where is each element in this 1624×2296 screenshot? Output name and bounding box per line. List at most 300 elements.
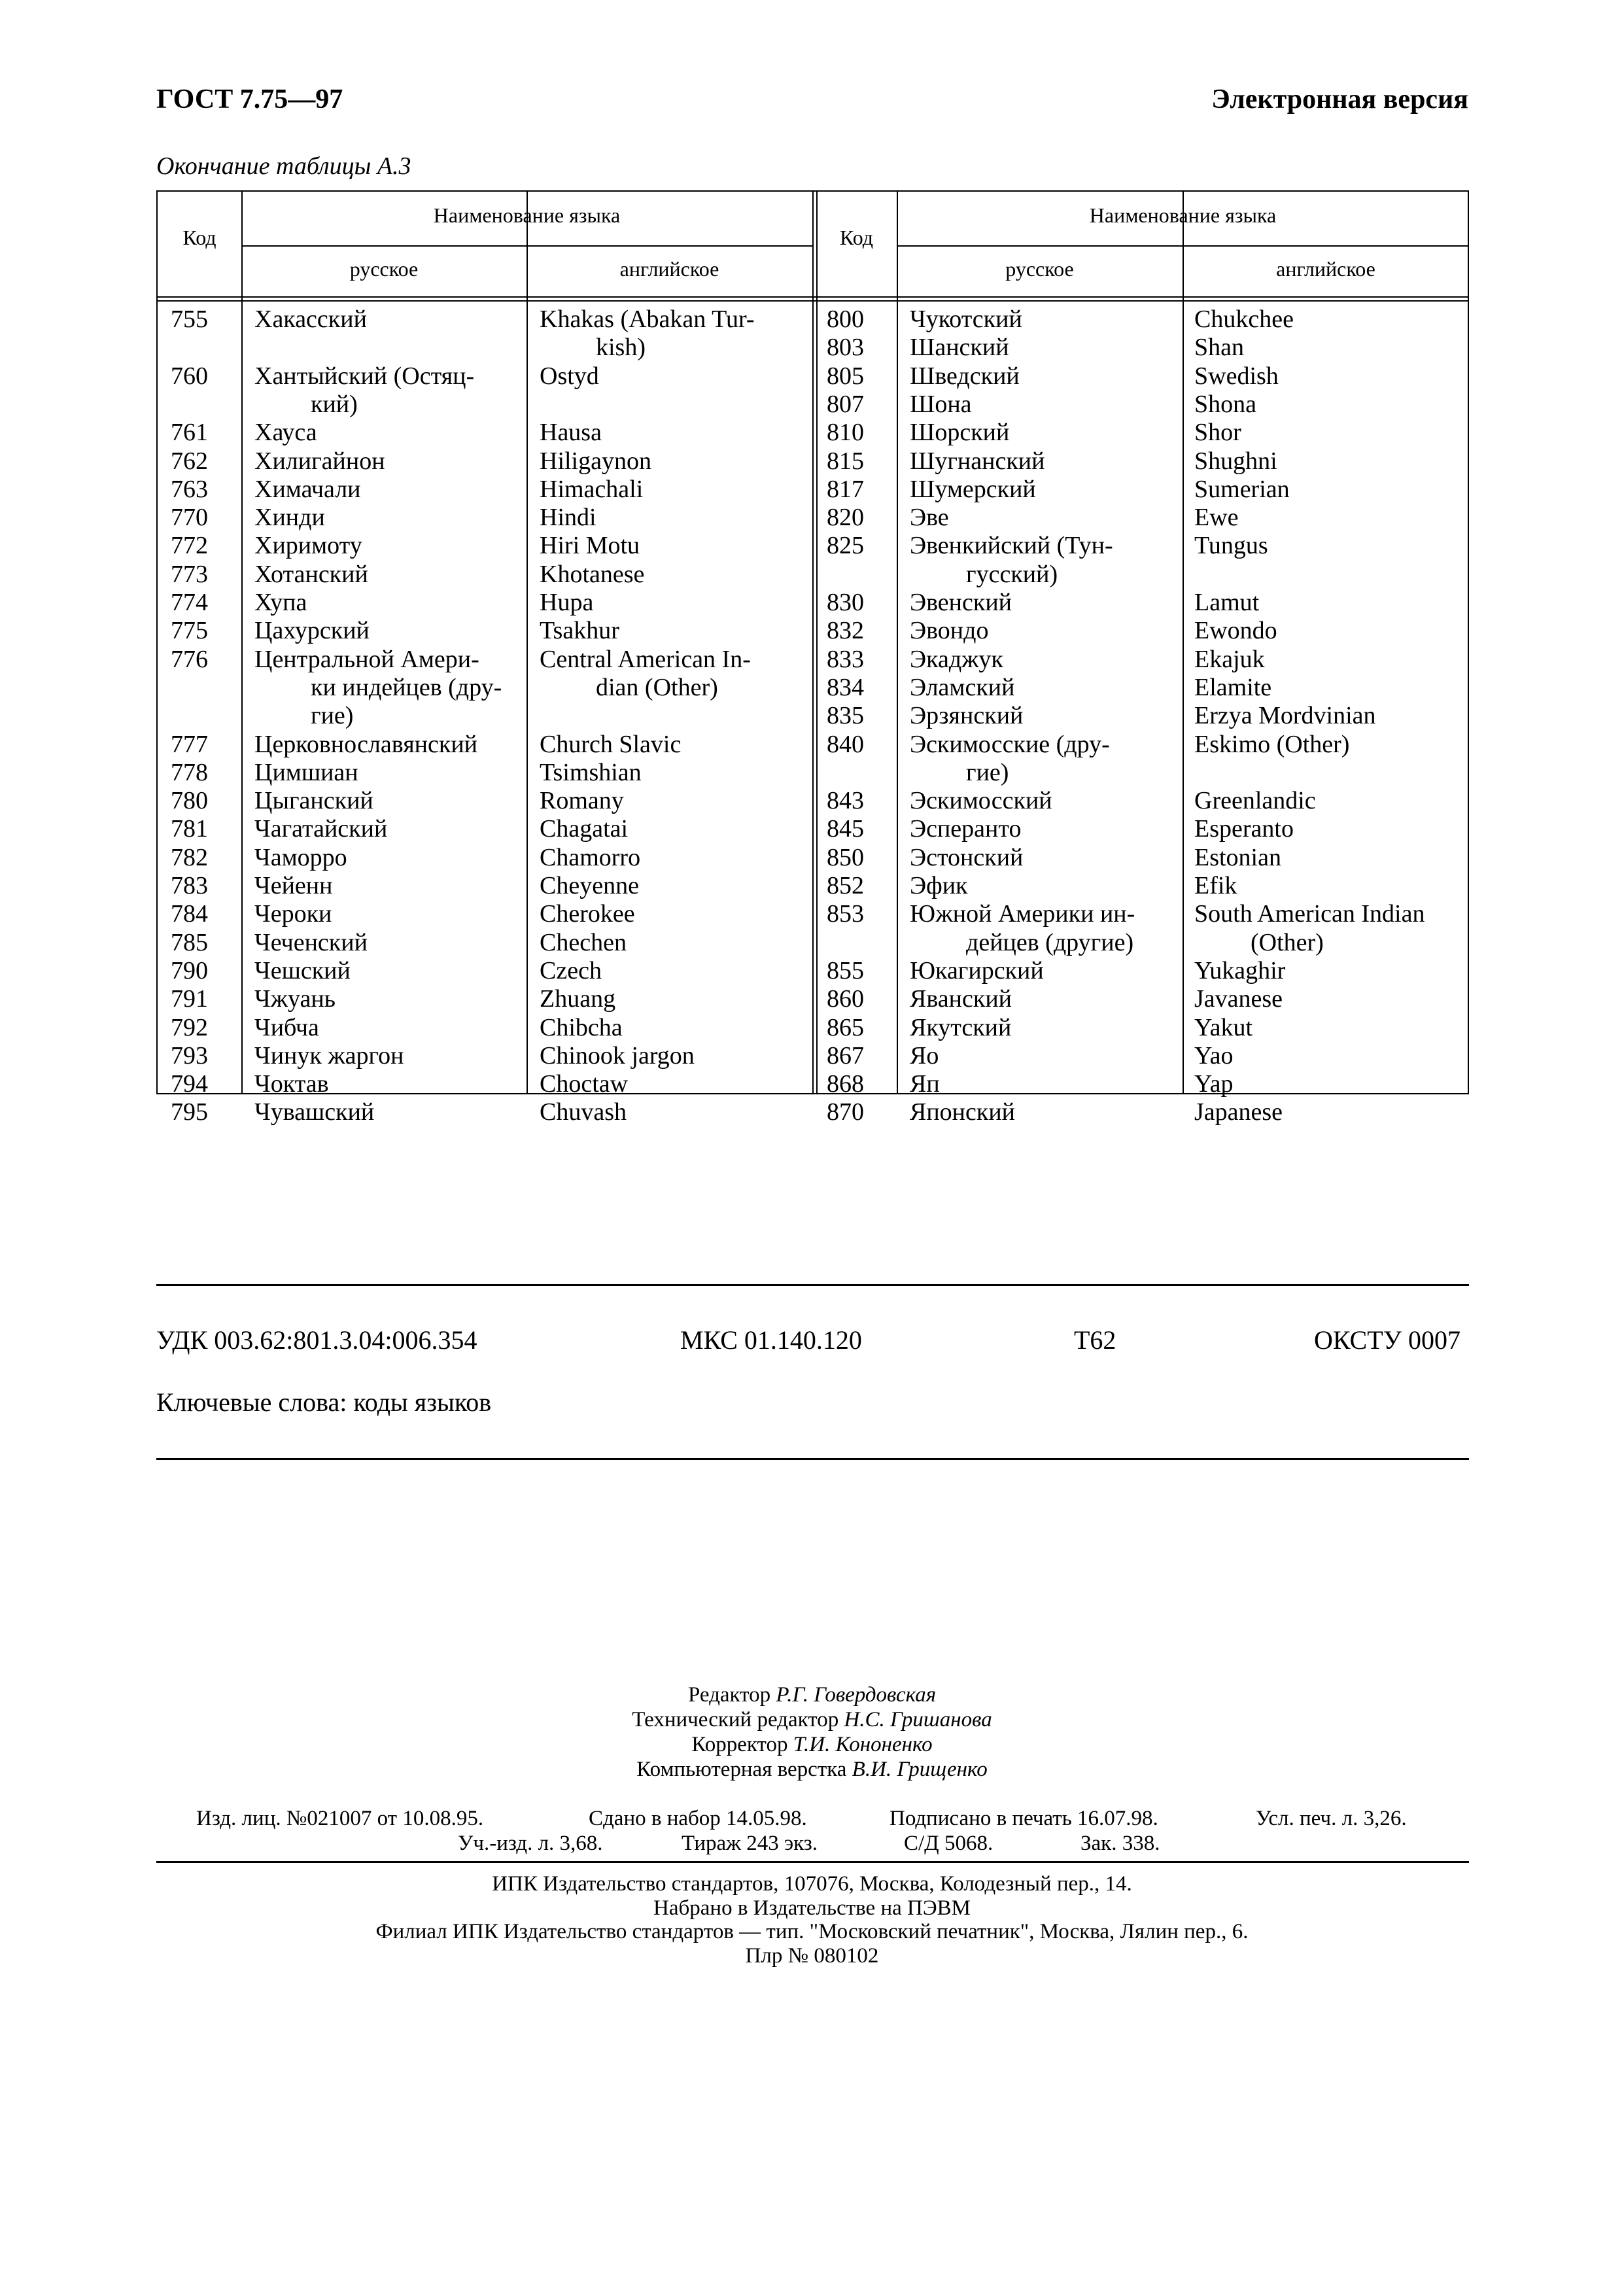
- russian-name-line: Эфик: [910, 872, 968, 899]
- code-cell: 770: [171, 504, 208, 532]
- russian-name-cell: [254, 731, 477, 759]
- header-english: английское: [619, 257, 719, 281]
- table-caption: Окончание таблицы А.3: [156, 152, 411, 180]
- russian-name-cell: [910, 362, 1020, 391]
- russian-name-cell: [910, 1070, 940, 1098]
- english-name-line: Tungus: [1194, 532, 1268, 560]
- russian-name-line: Церковнославянский: [254, 730, 478, 758]
- english-name-line: Greenlandic: [1194, 787, 1316, 815]
- russian-name-line: Цыганский: [254, 787, 373, 815]
- english-name-cell: [1194, 815, 1294, 843]
- english-name-line: South American Indian: [1194, 900, 1425, 928]
- english-name-line: Cheyenne: [540, 872, 639, 899]
- english-name-cell: [540, 561, 644, 589]
- code-cell: 795: [171, 1098, 208, 1126]
- russian-name-cell: [910, 787, 1052, 815]
- russian-name-line: Эскимосские (дру-: [910, 730, 1110, 758]
- english-name-line: Zhuang: [540, 985, 616, 1013]
- english-name-line: Chuvash: [540, 1098, 627, 1126]
- code-cell: 867: [827, 1041, 864, 1070]
- russian-name-cell: [910, 646, 1003, 674]
- english-name-line: Tsakhur: [540, 617, 619, 645]
- russian-name-line: Хинди: [254, 504, 325, 532]
- english-name-line: Ostyd: [540, 362, 599, 390]
- russian-name-line: Эвондо: [910, 617, 989, 645]
- code-cell: 835: [827, 702, 864, 730]
- english-name-cell: [1194, 391, 1256, 419]
- english-name-line: Erzya Mordvinian: [1194, 702, 1376, 730]
- english-name-cell: [1194, 1014, 1253, 1042]
- english-name-cell: [540, 476, 643, 504]
- russian-name-cell: [910, 957, 1044, 985]
- header-russian: русское: [1005, 257, 1074, 281]
- russian-name-cell: [254, 589, 307, 617]
- code-cell: 815: [827, 447, 864, 475]
- license: Изд. лиц. №021007 от 10.08.95.: [196, 1807, 484, 1830]
- english-name-line: Chinook jargon: [540, 1041, 695, 1070]
- russian-name-cell: [254, 1098, 374, 1126]
- english-name-cell: [1194, 985, 1283, 1013]
- english-name-line: Yap: [1194, 1070, 1234, 1098]
- signed-date: Подписано в печать 16.07.98.: [890, 1807, 1158, 1830]
- russian-name-cell: [254, 900, 332, 928]
- english-name-line: Lamut: [1194, 589, 1260, 616]
- russian-name-line: Эвенкийский (Тун-: [910, 532, 1113, 560]
- code-cell: 772: [171, 532, 208, 560]
- russian-name-cell: [254, 985, 336, 1013]
- code-cell: 781: [171, 815, 208, 843]
- russian-name-line: Шведский: [910, 362, 1020, 390]
- circulation: Тираж 243 экз.: [682, 1832, 818, 1855]
- english-name-line: Hupa: [540, 589, 594, 616]
- english-name-cell: [540, 957, 602, 985]
- english-name-line: Chagatai: [540, 815, 629, 843]
- typeset-date: Сдано в набор 14.05.98.: [589, 1807, 807, 1830]
- code-cell: 825: [827, 532, 864, 560]
- code-cell: 773: [171, 560, 208, 588]
- english-name-cell: [540, 787, 624, 815]
- russian-name-cell: [910, 872, 968, 900]
- english-name-line: Himachali: [540, 475, 644, 503]
- english-name-cell: [1194, 702, 1376, 730]
- code-cell: 843: [827, 787, 864, 815]
- publisher-address: ИПК Издательство стандартов, 107076, Москва, Колодезный пер., 14.: [492, 1872, 1132, 1896]
- printer-address: Филиал ИПК Издательство стандартов — тип. "Московский печатник", Москва, Лялин пер., 6.: [375, 1920, 1249, 1943]
- english-name-cell: [1194, 957, 1285, 985]
- russian-name-cell: [910, 1098, 1015, 1126]
- russian-name-cell: [254, 815, 387, 843]
- russian-name-line: Чжуань: [254, 985, 336, 1013]
- english-name-line: Japanese: [1194, 1098, 1283, 1126]
- english-name-cell: [1194, 532, 1268, 560]
- russian-name-cell: [910, 504, 949, 532]
- russian-name-cell: [254, 1070, 329, 1098]
- english-name-cell: [540, 646, 751, 703]
- english-name-line: Church Slavic: [540, 730, 682, 758]
- russian-name-line: Яванский: [910, 985, 1012, 1013]
- english-name-line: Esperanto: [1194, 815, 1294, 843]
- english-name-cell: [1194, 1098, 1283, 1126]
- russian-name-line: дейцев (другие): [966, 928, 1134, 956]
- russian-name-cell: [254, 872, 332, 900]
- russian-name-line: Эрзянский: [910, 702, 1024, 730]
- russian-name-line: Японский: [910, 1098, 1016, 1126]
- english-name-cell: [540, 362, 599, 391]
- english-name-line: kish): [596, 334, 646, 362]
- russian-name-line: Шорский: [910, 419, 1010, 447]
- russian-name-line: Шугнанский: [910, 447, 1045, 475]
- code-cell: 852: [827, 872, 864, 899]
- russian-name-cell: [254, 759, 358, 787]
- credit-role: Корректор: [691, 1733, 788, 1756]
- russian-name-line: Южной Америки ин-: [910, 900, 1135, 928]
- english-name-cell: [540, 419, 602, 447]
- english-name-line: Khakas (Abakan Tur-: [540, 305, 755, 333]
- english-name-cell: [1194, 674, 1271, 702]
- russian-name-line: гие): [311, 702, 354, 730]
- russian-name-line: Якутский: [910, 1013, 1012, 1041]
- russian-name-line: Шанский: [910, 334, 1009, 362]
- code-cell: 830: [827, 589, 864, 616]
- russian-name-line: Эстонский: [910, 843, 1024, 871]
- russian-name-line: Экаджук: [910, 645, 1003, 673]
- english-name-line: Cherokee: [540, 900, 635, 928]
- russian-name-cell: [254, 929, 368, 957]
- russian-name-line: Яо: [910, 1041, 939, 1070]
- credit-role: Технический редактор: [632, 1708, 839, 1731]
- russian-name-cell: [910, 305, 1022, 334]
- english-name-line: Yao: [1194, 1041, 1234, 1070]
- russian-name-line: Эламский: [910, 673, 1015, 701]
- russian-name-cell: [910, 844, 1023, 872]
- code-cell: 870: [827, 1098, 864, 1126]
- russian-name-cell: [910, 731, 1110, 788]
- russian-name-cell: [910, 589, 1012, 617]
- russian-name-cell: [910, 900, 1135, 957]
- russian-name-cell: [254, 476, 361, 504]
- english-name-line: Shughni: [1194, 447, 1277, 475]
- russian-name-cell: [910, 419, 1009, 447]
- english-name-line: Estonian: [1194, 843, 1281, 871]
- russian-name-cell: [254, 305, 367, 334]
- code-cell: 820: [827, 504, 864, 532]
- code-cell: 834: [827, 673, 864, 701]
- header-code: Код: [839, 226, 874, 249]
- russian-name-line: Эскимосский: [910, 787, 1052, 815]
- code-cell: 868: [827, 1070, 864, 1098]
- russian-name-line: Эсперанто: [910, 815, 1022, 843]
- english-name-cell: [540, 589, 593, 617]
- code-cell: 807: [827, 390, 864, 418]
- russian-name-line: ки индейцев (дру-: [311, 673, 502, 701]
- code-cell: 832: [827, 617, 864, 645]
- english-name-line: dian (Other): [596, 673, 718, 701]
- english-name-line: Elamite: [1194, 673, 1272, 701]
- russian-name-cell: [254, 646, 502, 731]
- english-name-cell: [540, 1070, 628, 1098]
- english-name-cell: [540, 305, 755, 362]
- russian-name-line: Чеченский: [254, 928, 368, 956]
- english-name-cell: [1194, 900, 1425, 957]
- english-name-line: Chukchee: [1194, 305, 1294, 333]
- credit-line: [0, 1683, 1624, 1707]
- russian-name-cell: [254, 957, 351, 985]
- english-name-line: Ekajuk: [1194, 645, 1265, 673]
- english-name-cell: [1194, 504, 1239, 532]
- english-name-cell: [540, 759, 642, 787]
- russian-name-line: Яп: [910, 1070, 940, 1098]
- divider: [156, 1458, 1469, 1460]
- russian-name-line: Хауса: [254, 419, 317, 447]
- code-cell: 774: [171, 589, 208, 616]
- russian-name-line: Чагатайский: [254, 815, 388, 843]
- english-name-line: Shona: [1194, 390, 1256, 418]
- russian-name-cell: [910, 815, 1021, 843]
- standard-number: ГОСТ 7.75—97: [156, 84, 343, 114]
- english-name-cell: [1194, 1042, 1234, 1070]
- russian-name-cell: [910, 674, 1014, 702]
- english-name-line: Javanese: [1194, 985, 1283, 1013]
- code-cell: 778: [171, 758, 208, 786]
- keywords: Ключевые слова: коды языков: [156, 1387, 492, 1417]
- russian-name-line: Чейенн: [254, 872, 333, 899]
- russian-name-cell: [254, 561, 368, 589]
- english-name-cell: [1194, 419, 1241, 447]
- english-name-line: Hausa: [540, 419, 602, 447]
- russian-name-line: Чешский: [254, 956, 351, 984]
- english-name-cell: [1194, 334, 1244, 362]
- divider: [156, 1861, 1469, 1863]
- english-name-line: Sumerian: [1194, 475, 1290, 503]
- english-name-line: Yakut: [1194, 1013, 1253, 1041]
- code-cell: 794: [171, 1070, 208, 1098]
- english-name-line: Shor: [1194, 419, 1241, 447]
- code-cell: 833: [827, 645, 864, 673]
- english-name-cell: [1194, 447, 1277, 476]
- english-name-line: Hiligaynon: [540, 447, 651, 475]
- okstu-code: ОКСТУ 0007: [1313, 1325, 1460, 1355]
- header-code: Код: [182, 226, 216, 249]
- russian-name-cell: [254, 1042, 404, 1070]
- russian-name-line: Шумерский: [910, 475, 1036, 503]
- code-cell: 793: [171, 1041, 208, 1070]
- code-cell: 760: [171, 362, 208, 390]
- russian-name-line: Чукотский: [910, 305, 1022, 333]
- english-name-line: Yukaghir: [1194, 956, 1286, 984]
- code-cell: 865: [827, 1013, 864, 1041]
- english-name-cell: [1194, 617, 1277, 645]
- credit-role: Редактор: [687, 1683, 771, 1707]
- russian-name-line: Шона: [910, 390, 972, 418]
- english-name-cell: [1194, 872, 1237, 900]
- credit-name: Р.Г. Говердовская: [776, 1683, 937, 1707]
- english-name-line: Efik: [1194, 872, 1237, 899]
- english-name-cell: [540, 900, 635, 928]
- t-code: Т62: [1074, 1325, 1116, 1355]
- russian-name-line: Хотанский: [254, 560, 368, 588]
- credit-name: В.И. Грищенко: [852, 1758, 988, 1781]
- russian-name-cell: [254, 617, 370, 645]
- english-name-line: Ewe: [1194, 504, 1239, 532]
- russian-name-line: Юкагирский: [910, 956, 1044, 984]
- russian-name-cell: [254, 419, 317, 447]
- russian-name-cell: [910, 1042, 939, 1070]
- code-cell: 845: [827, 815, 864, 843]
- english-name-line: (Other): [1251, 928, 1324, 956]
- code-cell: 790: [171, 956, 208, 984]
- russian-name-line: кий): [311, 390, 358, 418]
- typeset-note: Набрано в Издательстве на ПЭВМ: [653, 1896, 971, 1920]
- russian-name-line: Чоктав: [254, 1070, 329, 1098]
- russian-name-cell: [910, 391, 972, 419]
- credit-line: [0, 1708, 1624, 1732]
- russian-name-line: Чероки: [254, 900, 332, 928]
- code-cell: 777: [171, 730, 208, 758]
- credit-name: Т.И. Кононенко: [793, 1733, 933, 1756]
- russian-name-line: Хилигайнон: [254, 447, 385, 475]
- language-codes-table: [156, 190, 1469, 1126]
- russian-name-cell: [910, 617, 988, 645]
- russian-name-line: гусский): [966, 560, 1058, 588]
- code-cell: 761: [171, 419, 208, 447]
- code-cell: 775: [171, 617, 208, 645]
- english-name-cell: [1194, 362, 1279, 391]
- credit-line: [0, 1758, 1624, 1782]
- russian-name-cell: [910, 702, 1023, 730]
- english-name-cell: [1194, 305, 1294, 334]
- code-cell: 763: [171, 475, 208, 503]
- russian-name-line: Хакасский: [254, 305, 367, 333]
- russian-name-line: гие): [966, 758, 1009, 786]
- english-name-cell: [1194, 787, 1316, 815]
- publication-sheets: Уч.-изд. л. 3,68.: [458, 1832, 603, 1855]
- code-cell: 784: [171, 900, 208, 928]
- english-name-cell: [540, 504, 596, 532]
- header-english: английское: [1276, 257, 1375, 281]
- english-name-line: Romany: [540, 787, 624, 815]
- code-cell: 783: [171, 872, 208, 899]
- mks-code: МКС 01.140.120: [680, 1325, 862, 1355]
- udk-code: УДК 003.62:801.3.04:006.354: [156, 1325, 477, 1355]
- russian-name-cell: [254, 504, 325, 532]
- credit-name: Н.С. Гришанова: [844, 1708, 992, 1731]
- russian-name-line: Чинук жаргон: [254, 1041, 404, 1070]
- russian-name-cell: [254, 844, 347, 872]
- code-cell: 855: [827, 956, 864, 984]
- code-cell: 755: [171, 305, 208, 333]
- code-cell: 780: [171, 787, 208, 815]
- code-cell: 805: [827, 362, 864, 390]
- code-cell: 785: [171, 928, 208, 956]
- english-name-cell: [540, 872, 639, 900]
- english-name-cell: [1194, 1070, 1234, 1098]
- code-cell: 800: [827, 305, 864, 333]
- russian-name-cell: [910, 532, 1113, 589]
- english-name-line: Eskimo (Other): [1194, 730, 1350, 758]
- english-name-cell: [1194, 731, 1349, 759]
- code-cell: 840: [827, 730, 864, 758]
- english-name-line: Shan: [1194, 334, 1244, 362]
- russian-name-line: Хиримоту: [254, 532, 362, 560]
- header-russian: русское: [349, 257, 419, 281]
- english-name-cell: [1194, 589, 1259, 617]
- russian-name-line: Эвенский: [910, 589, 1012, 616]
- english-name-cell: [540, 985, 615, 1013]
- russian-name-cell: [910, 447, 1045, 476]
- code-cell: 860: [827, 985, 864, 1013]
- russian-name-cell: [910, 476, 1036, 504]
- english-name-cell: [540, 1098, 627, 1126]
- edition-label: Электронная версия: [1211, 84, 1468, 114]
- print-sheets: Усл. печ. л. 3,26.: [1256, 1807, 1407, 1830]
- english-name-cell: [540, 447, 651, 476]
- russian-name-line: Хупа: [254, 589, 307, 616]
- english-name-line: Czech: [540, 956, 602, 984]
- english-name-cell: [540, 532, 640, 560]
- russian-name-line: Чибча: [254, 1013, 319, 1041]
- english-name-cell: [540, 1014, 623, 1042]
- russian-name-line: Эве: [910, 504, 949, 532]
- plr-number: Плр № 080102: [745, 1944, 879, 1968]
- header-language-name: Наименование языка: [433, 203, 621, 227]
- code-cell: 817: [827, 475, 864, 503]
- english-name-cell: [540, 815, 628, 843]
- credit-line: [0, 1733, 1624, 1757]
- english-name-cell: [540, 929, 627, 957]
- english-name-cell: [540, 731, 681, 759]
- russian-name-cell: [254, 447, 385, 476]
- russian-name-cell: [254, 787, 373, 815]
- russian-name-line: Цахурский: [254, 617, 370, 645]
- english-name-cell: [540, 844, 640, 872]
- english-name-cell: [1194, 476, 1290, 504]
- code-cell: 803: [827, 334, 864, 362]
- english-name-cell: [540, 617, 619, 645]
- order-number: Зак. 338.: [1080, 1832, 1160, 1855]
- russian-name-line: Центральной Амери-: [254, 645, 479, 673]
- header-language-name: Наименование языка: [1089, 203, 1277, 227]
- code-cell: 782: [171, 843, 208, 871]
- english-name-line: Ewondo: [1194, 617, 1277, 645]
- english-name-line: Chechen: [540, 928, 627, 956]
- russian-name-line: Чувашский: [254, 1098, 375, 1126]
- code-cell: 850: [827, 843, 864, 871]
- english-name-line: Central American In-: [540, 645, 751, 673]
- russian-name-line: Чаморро: [254, 843, 347, 871]
- english-name-line: Chamorro: [540, 843, 641, 871]
- english-name-line: Khotanese: [540, 560, 645, 588]
- russian-name-cell: [910, 1014, 1011, 1042]
- english-name-cell: [1194, 646, 1265, 674]
- russian-name-cell: [910, 334, 1009, 362]
- russian-name-cell: [254, 532, 362, 560]
- english-name-line: Hiri Motu: [540, 532, 640, 560]
- code-cell: 792: [171, 1013, 208, 1041]
- code-cell: 776: [171, 645, 208, 673]
- english-name-line: Tsimshian: [540, 758, 642, 786]
- sd-number: С/Д 5068.: [904, 1832, 993, 1855]
- code-cell: 762: [171, 447, 208, 475]
- russian-name-cell: [254, 362, 474, 419]
- english-name-cell: [1194, 844, 1281, 872]
- english-name-line: Choctaw: [540, 1070, 629, 1098]
- divider: [156, 1284, 1469, 1286]
- code-cell: 791: [171, 985, 208, 1013]
- credit-role: Компьютерная верстка: [636, 1758, 847, 1781]
- code-cell: 853: [827, 900, 864, 928]
- russian-name-cell: [254, 1014, 319, 1042]
- russian-name-line: Химачали: [254, 475, 361, 503]
